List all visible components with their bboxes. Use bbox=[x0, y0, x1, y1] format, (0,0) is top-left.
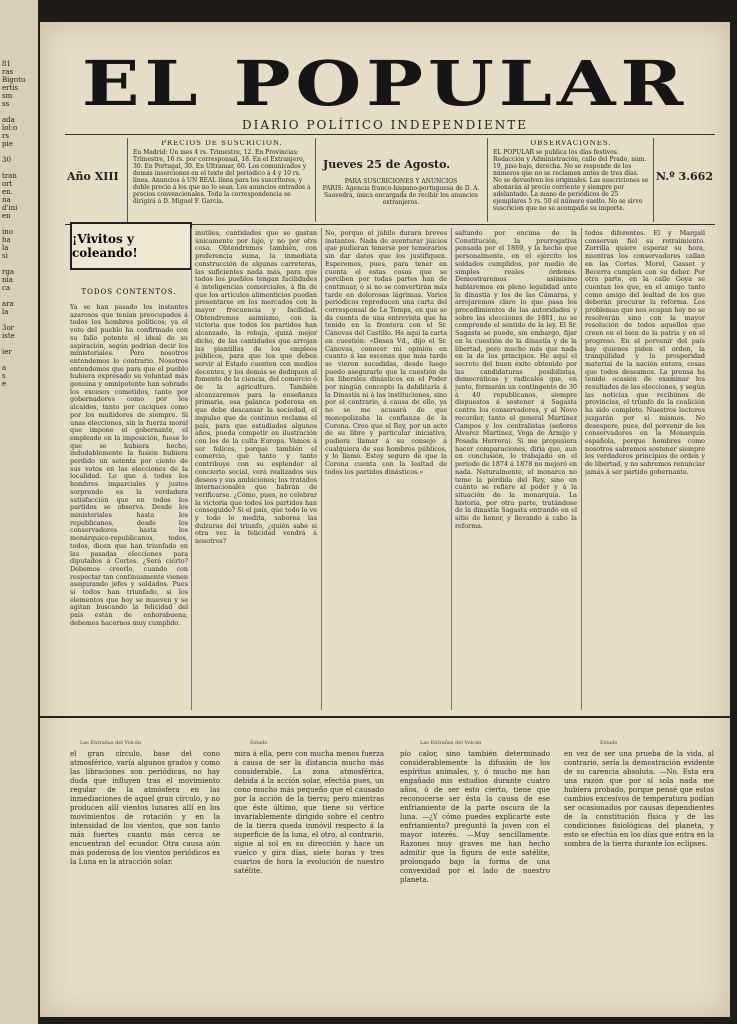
precios-box bbox=[133, 140, 311, 220]
column-4: saltando por encima de la Constitución, la prerrogativa pensada por el 1869, y la hecho que personalmente, en el ejército los soldados cumplidos, por medio de simples reales órdenes. Demostraremos asimismo hablaremos en pleno legalidad ante la dinastía y los de las Cámaras, y arrojaremos claro lo que pasa los procedimientos de las autoridades y sobre las elecciones de 1881, no se comprende el sentido de la ley. El Sr. Sagasta se puede, sin embargo, fijar en la cuestión de la dinastía y de la libertad, pero mucho más que nada en la de los principios. He aquí el secreto del buen éxito obtenido por las candidaturas posibilistas, democráticas y radicales que, en junto, formarán un contingente de 30 á 40 republicanos, siempre dispuestos á sostener á Sagasta contra los conservadores, y al Novo recorder, tanto el general Martínez Campos y los centralistas (señores Álvarez Martínez, Vega de Armijo y Posada Herrera). Si me propusiera hacer comparaciones, diría que, aun en conclusión, lo trabajado en el período de 1874 á 1878 no mejoró en nada. Naturalmente, el monarca no teme la pérdida del Rey, sino en cuánto se refiere al poder y á la situación de la monarquía. La historia, por otra parte, tratándose de la dinastía Sagasta entrando en el sitio de honor, y llevando á cabo la reforma. bbox=[455, 230, 577, 530]
info-divider bbox=[487, 138, 488, 222]
banner-text: ¡Vivitos y coleando! bbox=[72, 232, 138, 260]
folletin-header: Las Entrañas del Volcán bbox=[420, 740, 482, 746]
banner-box bbox=[70, 222, 192, 270]
info-divider bbox=[127, 138, 128, 222]
info-divider bbox=[315, 138, 316, 222]
column-2: inútiles, cantidades que se gastan únicamente por lujo, y no por otra cosa. Obtendremos también, con preferencia suma, la inmediata construcción de algunas carreteras, las suficientes nada más, para que todos los pueblos tengan facilidades é inteligencias comerciales, á fin de que los artículos alimenticios puedan presentarse en los mercados con la mayor frecuencia y facilidad. Obtendremos asimismo, con la victoria que todos los partidos han alcanzado, la rebaja, quizá mejor dicho, de las cantidades que arrojan las plantillas de los empleos públicos, para que los que deben servir al Estado cuenten con medios decentes, y los demás se dediquen al fomento de la ciencia, del comercio ó de la agricultura. También alcanzaremos para la enseñanza primaria, esa palanca poderosa en que debe descansar la sociedad, el impulso que de continuo reclama el país, para que estudiados algunos años, pueda competir en ilustración con los de la culta Europa. Vamos á ser felices, porque también el comercio, que tanto y tanto contribuye con su esplendor al concierto social, verá realizados sus deseos y sus ambiciones; los tratados internacionales que habrán de verificarse. ¿Cómo, pues, no celebrar la victoria que todos los partidos han conseguido? Si el país, que todo lo ve y todo lo medita, saborea las dulzuras del triunfo, ¿quién sabe si otra vez la felicidad vendrá á nosotros? bbox=[195, 230, 317, 546]
folletin-column-2: mira á ella, pero con mucha menos fuerza á causa de ser la distancia mucho más considerable. La zona atmosférica, debida á la acción solar, efectúa pues, un cono mucho más pequeño que el causado por la acción de la tierra; pero mientras que éste último, que tiene su vértice invariablemente dirigido sobre el centro de la tierra queda inmóvil respecto á la superficie de la luna, el otro, al contrario, sigue al sol en su dirección y hace un vuelco y gira días, siete horas y tres cuartos de hora la evolución de nuestro satélite. bbox=[234, 750, 384, 875]
issue-number: N.º 3.662 bbox=[656, 170, 713, 183]
column-rule bbox=[321, 228, 322, 710]
folletin-column-1: el gran círculo, base del cono atmosférico, varía algunos grados y como las libraciones son periódicas, no hay duda que influyen tras el movimiento regular de la atmósfera en las inmediaciones de aquel gran círculo, y no producen allí vientos lunares allí en los movimientos de rotación y en la intensidad de los vientos, que son tanto más fuertes cuanto más cerca se encuentran del ecuador. Otra causa aún más poderosa de los vientos periódicos es la Luna en la atracción solar. bbox=[70, 750, 220, 866]
adjacent-page-strip bbox=[0, 0, 38, 1024]
year-label: Año XIII bbox=[67, 170, 119, 183]
precios-text: En Madrid: Un mes 4 rs. Trimestre, 12. En Provincias: Trimestre, 16 rs. por corresponsal, 18. En el Extranjero, 30. En Portugal, 30. En Ultramar, 60. Los comunicados y demás inserciones en el texto del periódico á 4 y 10 rs. línea. Anuncios á UN REAL línea para los suscritores, y doble precio á los que no lo sean. Los anuncios entrados á precios convencionales. Toda la correspondencia se dirigirá á D. Miguel F. García. bbox=[133, 149, 311, 205]
precios-header: PRECIOS DE SUSCRICION. bbox=[161, 140, 283, 147]
agencia-box: PARA SUSCRICIONES Y ANUNCIOS PARIS: Agencia franco-hispano-portuguesa de D. A. Saavedra, única encargada de recibir los anuncios extranjeros. bbox=[322, 178, 480, 206]
column-3: No, porque el júbilo durará breves instantes. Nada de aventurar juicios que pudieran tenerse por temerarios sin dar datos que los justifiquen. Esperemos, pues, para tener en cuenta el estas cosas que se perciben por todas partes han de continuar, ó si no se convertirán más tarde en dolorosas lágrimas. Varios periódicos reproducen una carta del corresponsal de Le Temps, en que se da cuenta de una entrevista que ha tenido en la frontera con el Sr. Cánovas del Castillo. He aquí la carta en cuestión: «Desea Vd., dijo el Sr. Cánovas, conocer mi opinión en cuanto á las escenas que más tarde se vieron sucedidas, desde luego puedo asegurarle que la cuestión de los liberales dinásticos en el Poder por ningún concepto la debilitaría á la Dinastía ni á las instituciones, sino por el contrario, á causa de ello, ya no se me acusará de que monopolizaba la confianza de la Corona. Creo que el Rey, por un acto de su libre y particular iniciativa, pudiera llamar á su consejo á cualquiera de sus hombres públicos, y lo llamó. Estoy seguro de que la Corona cuenta con la lealtad de todos los partidos dinásticos.» bbox=[325, 230, 447, 476]
newspaper-subtitle: DIARIO POLÍTICO INDEPENDIENTE bbox=[242, 118, 528, 132]
observaciones-text: EL POPULAR se publica los días festivos. Redacción y Administración, calle del Prado, núm. 19, piso bajo, derecha. No se responde de los números que no se reclamen antes de tres días. No se devuelven los originales. Las suscriciones se abonarán al precio corriente y siempre por adelantado. La mano de periódicos de 25 ejemplares 5 rs. 50 el número suelto. No se sirve suscricion que no se acompañe su importe. bbox=[493, 149, 649, 212]
newspaper-page bbox=[40, 22, 730, 1017]
masthead-rule-top bbox=[65, 134, 715, 135]
folletin-header: Estado bbox=[250, 740, 268, 746]
date-label: Jueves 25 de Agosto. bbox=[323, 158, 451, 171]
column-rule bbox=[581, 228, 582, 710]
masthead bbox=[40, 47, 730, 132]
column-5: todos diferentes. El y Margall conservan fiel su retraimiento. Zorrilla quiere esperar su hora, mientras los conservadores callan en las Cortes. Morel, Gasset y Becerra cumplen con su deber. Por otra parte, en la calle Goya se cuentan los que, en el amigo tanto como amigo del lealtad de los que deberán procurar la reforma. Los problemas que nos ocupan hoy no se resolverán sino con la mayor resolución de todos aquellos que creen en el bien de la patria y en el progreso. En el porvenir del país hay quienes piden el orden, la tranquilidad y la prosperidad material de la nación entera, cosas que todos deseamos. La prensa ha tenido ocasión de examinar los resultados de las elecciones, y según las noticias que recibimos de provincias, el triunfo de la coalición ha sido completo. Nuestros lectores juzgarán por sí mismos. No desespere, pues, del porvenir de los conservadores en la Monarquía española, porque hombres como nosotros sabremos sostener siempre los verdaderos principios de orden y de libertad, y no sabremos renunciar jamás á ser partido gobernante. bbox=[585, 230, 705, 476]
folletin-header: Las Entrañas del Volcán bbox=[80, 740, 142, 746]
folletin-header: Estado bbox=[600, 740, 618, 746]
article-heading: TODOS CONTENTOS. bbox=[81, 288, 177, 296]
folletin-column-4: en vez de ser una prueba de la vida, al contrario, sería la demostración evidente de su carencia absoluta. —No. Esta era una razón que por sí sola nada me hubiera probado, porque pensé que estos cambios excesivos de temperatura podían ser ocasionados por causas dependientes de la constitución física y de las condiciones fisiológicas del planeta, y esto se efectúa en los días que entra en la sombra de la tierra durante los eclipses. bbox=[564, 750, 714, 848]
info-bar bbox=[65, 138, 715, 224]
info-divider bbox=[653, 138, 654, 222]
column-rule bbox=[191, 228, 192, 710]
newspaper-title: EL POPULAR bbox=[81, 47, 689, 120]
column-rule bbox=[451, 228, 452, 710]
folletin-rule bbox=[40, 716, 730, 718]
observaciones-box bbox=[493, 140, 649, 220]
folletin-column-3: pío calor, sino también determinado considerablemente la difusión de los espíritus animales, y, ó mucho me han engañado mis estudios durante cuatro años, ó de ser esto cierto, tiene que reconocerse ser ésta la causa de ese enfriamiento de la parte oscura de la luna. —¿Y cómo puedes explicarte este enfriamiento? preguntó la joven con el mayor interés. —Muy sencillamente. Razones muy graves me han hecho admitir que la figura de este satélite, prolongado bajo la forma de una convexidad por el lado de nuestro planeta. bbox=[400, 750, 550, 884]
column-1: Ya se han pasado los instantes azarosos que tenían preocupados á todos los hombres políticos; ya el voto del pueblo ha confirmado con su fallo potente el ideal de su aspiración, según podrían decir los ministeriales. Pero nosotros entendemos lo contrario. Nosotros entendemos que para que el pueblo hubiera expresado su voluntad más genuina y omnipotente han sobrado los excesos cometidos, tanto por gobernadores como por los alcaldes, tanto por caciques como por los muñidores de siempre. Si unas elecciones, sin la fuerza moral que impone el gobernante, el empleado en la imposición, fuese lo que se hubiera hecho, indudablemente la fusión hubiera perdido un setenta por ciento de sus votos en las elecciones de la localidad. Lo que á todos los hombres imparciales y justos sorprende es la verdadera satisfacción que en todos los partidos se observa. Desde los ministeriales hasta los republicanos, desde los conservadores hasta los monárquico-republicanos, todos, todos, dicen que han triunfado en las pasadas elecciones para diputados á Cortes. ¿Será cierto? Debemos creerlo, cuando con respectar tan continuamente vienen asegurando jefes y soldados. Pues si todos han triunfado, si los elementos que hoy se mueven y se agitan buscando la felicidad del país están de enhorabuena, debemos hacernos muy cumplido. bbox=[70, 304, 188, 627]
adjacent-page-text: 81 ras Bigotu ertis sm ss ada lol:o rs pie 30 tran ort en. na d'ini en ino ha la si rga nia ca ara la 3or iste ier a s e bbox=[2, 60, 26, 388]
observaciones-header: OBSERVACIONES. bbox=[530, 140, 612, 147]
